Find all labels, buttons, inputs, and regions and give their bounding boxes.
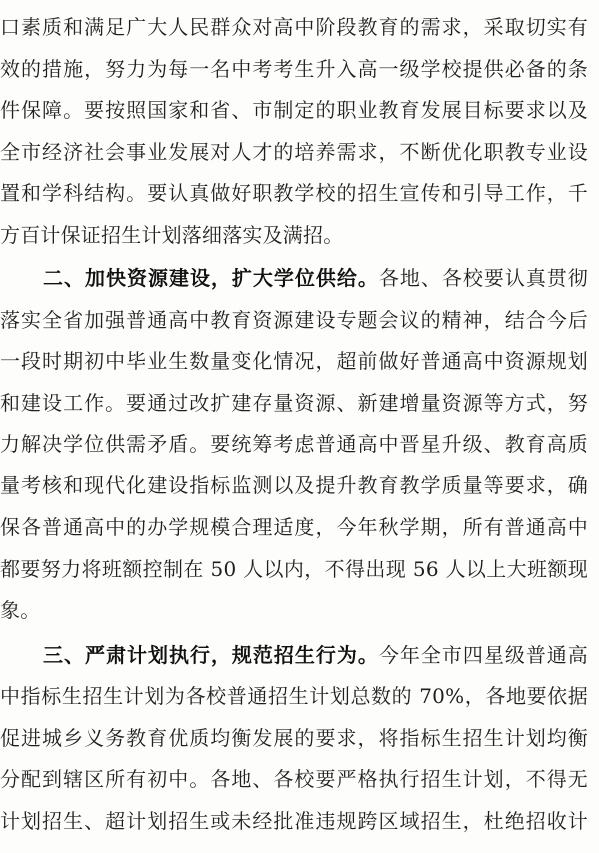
line-text: 都要努力将班额控制在 50 人以内，不得出现 56 人以上大班额现 — [0, 557, 588, 581]
section-heading-line — [0, 259, 599, 297]
line-text: 分配到辖区所有初中。各地、各校要严格执行招生计划，不得无 — [0, 767, 588, 791]
line-text: 全市经济社会事业发展对人才的培养需求，不断优化职教专业设 — [0, 140, 588, 164]
line-text: 象。 — [0, 598, 41, 622]
body-line — [0, 216, 599, 254]
section-line-inner — [0, 259, 588, 297]
line-text: 各地、各校要认真贯彻 — [378, 266, 589, 290]
line-text: 力解决学位供需矛盾。要统筹考虑普通高中晋星升级、教育高质 — [0, 432, 588, 456]
body-line — [0, 550, 599, 588]
body-line — [0, 8, 599, 46]
line-text: 一段时期初中毕业生数量变化情况，超前做好普通高中资源规划 — [0, 349, 588, 373]
section-heading: 二、加快资源建设，扩大学位供给。 — [43, 266, 379, 290]
section-heading: 三、严肃计划执行，规范招生行为。 — [43, 643, 379, 667]
line-text: 中指标生招生计划为各校普通招生计划总数的 70%，各地要依据 — [0, 684, 588, 708]
body-line — [0, 760, 599, 798]
body-line — [0, 466, 599, 504]
line-text: 保各普通高中的办学规模合理适度，今年秋学期，所有普通高中 — [0, 515, 588, 539]
line-text: 今年全市四星级普通高 — [378, 643, 589, 667]
line-text: 量考核和现代化建设指标监测以及提升教育教学质量等要求，确 — [0, 473, 588, 497]
body-line — [0, 508, 599, 546]
body-line — [0, 133, 599, 171]
line-text: 效的措施，努力为每一名中考考生升入高一级学校提供必备的条 — [0, 57, 588, 81]
line-text: 促进城乡义务教育优质均衡发展的要求，将指标生招生计划均衡 — [0, 726, 588, 750]
line-text: 口素质和满足广大人民群众对高中阶段教育的需求，采取切实有 — [0, 15, 588, 39]
body-line — [0, 677, 599, 715]
body-line — [0, 591, 599, 629]
line-text: 计划招生、超计划招生或未经批准违规跨区域招生，杜绝招收计 — [0, 809, 588, 833]
line-text: 置和学科结构。要认真做好职教学校的招生宣传和引导工作，千 — [0, 181, 588, 205]
body-line — [0, 342, 599, 380]
body-line — [0, 50, 599, 88]
section-heading-line — [0, 636, 599, 674]
body-line — [0, 301, 599, 339]
line-text: 和建设工作。要通过改扩建存量资源、新建增量资源等方式，努 — [0, 391, 588, 415]
body-line — [0, 174, 599, 212]
body-line — [0, 91, 599, 129]
section-line-inner — [0, 636, 588, 674]
body-line — [0, 384, 599, 422]
line-text: 落实全省加强普通高中教育资源建设专题会议的精神，结合今后 — [0, 308, 588, 332]
body-line — [0, 425, 599, 463]
line-text: 方百计保证招生计划落细落实及满招。 — [0, 223, 344, 247]
body-line — [0, 719, 599, 757]
body-line — [0, 802, 599, 840]
line-text: 件保障。要按照国家和省、市制定的职业教育发展目标要求以及 — [0, 98, 588, 122]
